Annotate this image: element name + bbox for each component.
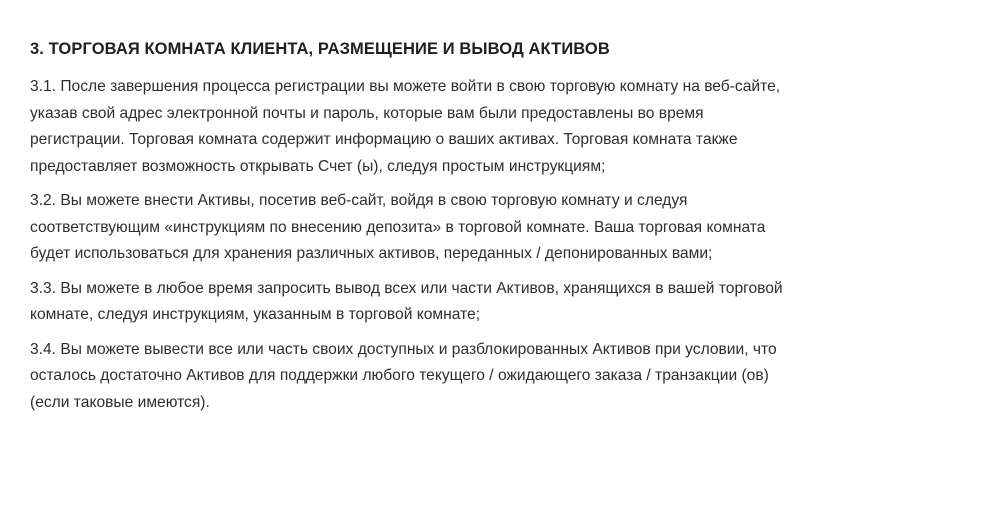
section-heading: 3. ТОРГОВАЯ КОМНАТА КЛИЕНТА, РАЗМЕЩЕНИЕ И ВЫВОД АКТИВОВ: [30, 40, 610, 58]
paragraph-line: комнате, следуя инструкциям, указанным в торговой комнате;: [30, 306, 481, 323]
paragraph-line: 3.3. Вы можете в любое время запросить вывод всех или части Активов, хранящихся в вашей торговой: [30, 279, 783, 297]
paragraph-line: осталось достаточно Активов для поддержки любого текущего / ожидающего заказа / транзакции (ов): [30, 367, 769, 384]
paragraph-3-3: [30, 276, 965, 329]
paragraph-3-4: [30, 337, 965, 417]
paragraph-line: соответствующим «инструкциям по внесению депозита» в торговой комнате. Ваша торговая комната: [30, 218, 766, 236]
paragraph-line: (если таковые имеются).: [30, 393, 210, 411]
paragraph-line: будет использоваться для хранения различных активов, переданных / депонированных вами;: [30, 245, 713, 262]
paragraph-line: 3.1. После завершения процесса регистрации вы можете войти в свою торговую комнату на веб-сайте,: [30, 78, 781, 95]
paragraph-line: указав свой адрес электронной почты и пароль, которые вам были предоставлены во время: [30, 104, 704, 122]
document-body: [30, 38, 965, 424]
paragraph-3-2: [30, 188, 965, 268]
paragraph-3-1: [30, 74, 965, 180]
paragraph-line: 3.4. Вы можете вывести все или часть своих доступных и разблокированных Активов при условии, что: [30, 340, 777, 358]
paragraph-line: регистрации. Торговая комната содержит информацию о ваших активах. Торговая комната также: [30, 131, 738, 148]
paragraph-line: 3.2. Вы можете внести Активы, посетив веб-сайт, войдя в свою торговую комнату и следуя: [30, 192, 688, 209]
paragraph-line: предоставляет возможность открывать Счет (ы), следуя простым инструкциям;: [30, 157, 606, 175]
